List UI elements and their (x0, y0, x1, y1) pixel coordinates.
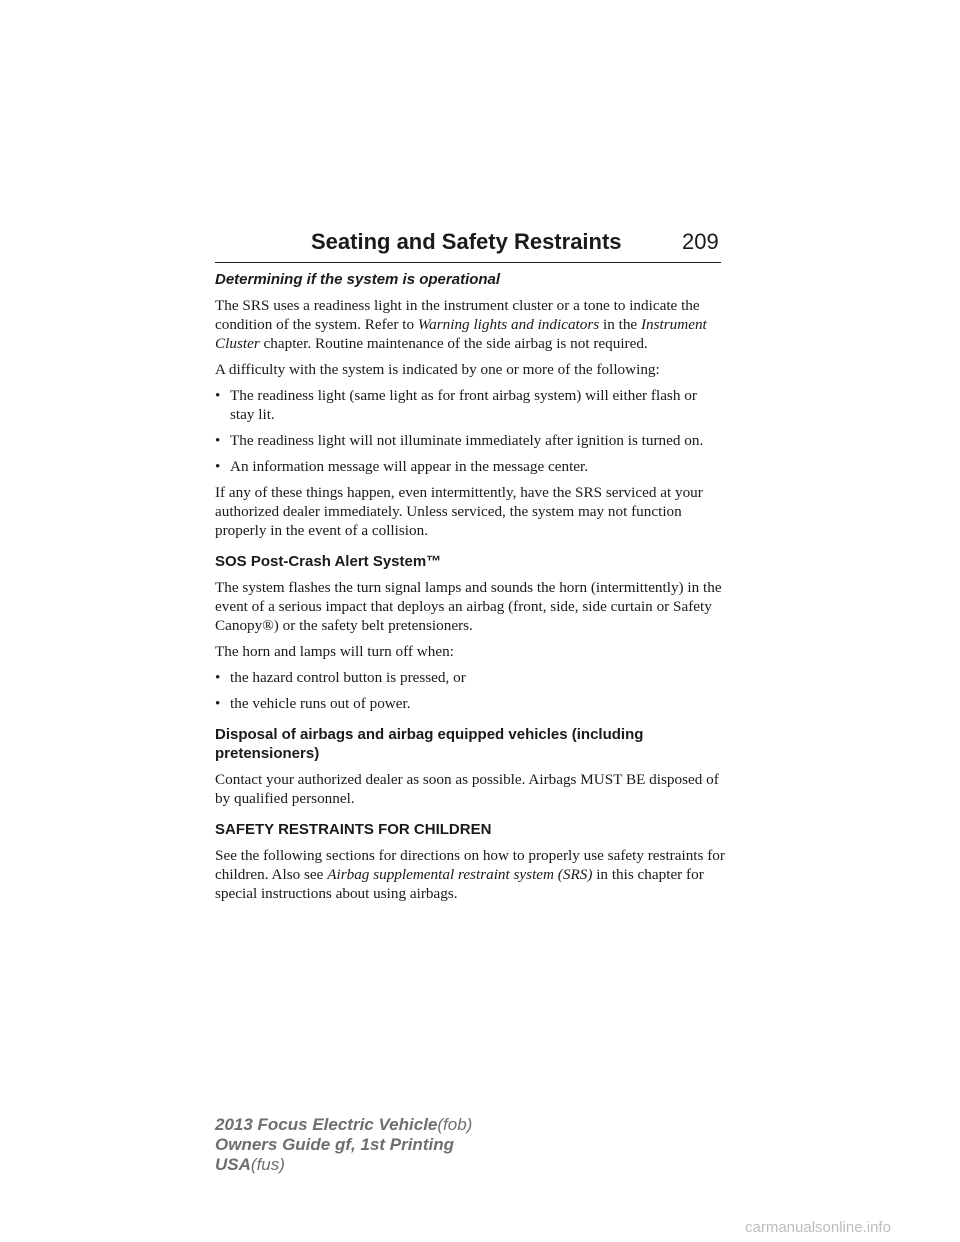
bullet-icon: • (215, 695, 221, 712)
section-heading-children: SAFETY RESTRAINTS FOR CHILDREN (215, 821, 492, 838)
list-item: • The readiness light will not illuminate immediately after ignition is turned on. (215, 432, 704, 449)
footer-line-1: 2013 Focus Electric Vehicle(fob) (215, 1115, 473, 1134)
section-heading-operational: Determining if the system is operational (215, 271, 501, 288)
crossref-warning-lights: Warning lights and indicators (417, 316, 600, 333)
paragraph-difficulty: A difficulty with the system is indicated by one or more of the following: (215, 361, 660, 378)
watermark: carmanualsonline.info (745, 1219, 891, 1236)
difficulty-list (215, 386, 725, 476)
footer-line-3: USA(fus) (215, 1155, 285, 1174)
list-item: • the hazard control button is pressed, or (215, 669, 466, 686)
bullet-icon: • (215, 432, 221, 449)
paragraph-service: If any of these things happen, even intermittently, have the SRS serviced at your authorized dealer immediately. Unless serviced, the system may not function properly in the event of a collision. (215, 484, 703, 539)
paragraph-srs-readiness: The SRS uses a readiness light in the instrument cluster or a tone to indicate the condition of the system. Refer to Warning lights and indicators in the Instrument Cluster chapter. Routine maintenance of the side airbag is not required. (215, 297, 707, 352)
crossref-instrument-cluster: Instrument Cluster (215, 316, 707, 352)
section-heading-sos: SOS Post-Crash Alert System™ (215, 553, 442, 570)
header-divider (215, 262, 721, 263)
section-heading-disposal: Disposal of airbags and airbag equipped vehicles (including pretensioners) (215, 726, 644, 762)
sos-list (215, 668, 725, 713)
bullet-icon: • (215, 458, 221, 475)
bullet-icon: • (215, 387, 221, 404)
page-content (215, 270, 725, 910)
crossref-airbag-srs: Airbag supplemental restraint system (SRS) (327, 866, 593, 883)
list-item: • An information message will appear in the message center. (215, 458, 589, 475)
list-item: • The readiness light (same light as for front airbag system) will either flash or stay lit. (215, 387, 697, 423)
footer-line-2: Owners Guide gf, 1st Printing (215, 1135, 454, 1154)
paragraph-sos-description: The system flashes the turn signal lamps and sounds the horn (intermittently) in the event of a serious impact that deploys an airbag (front, side, side curtain or Safety Canopy®) or the safety belt pretensioners. (215, 579, 722, 634)
page-number: 209 (682, 229, 719, 254)
paragraph-sos-turn-off: The horn and lamps will turn off when: (215, 643, 454, 660)
bullet-icon: • (215, 669, 221, 686)
paragraph-disposal: Contact your authorized dealer as soon as possible. Airbags MUST BE disposed of by qualified personnel. (215, 771, 719, 807)
list-item: • the vehicle runs out of power. (215, 695, 411, 712)
print-footer (215, 1115, 472, 1175)
paragraph-children: See the following sections for directions on how to properly use safety restraints for children. Also see Airbag supplemental restraint system (SRS) in this chapter for special instructions about using airbags. (215, 847, 725, 902)
page-title: Seating and Safety Restraints (311, 229, 622, 254)
